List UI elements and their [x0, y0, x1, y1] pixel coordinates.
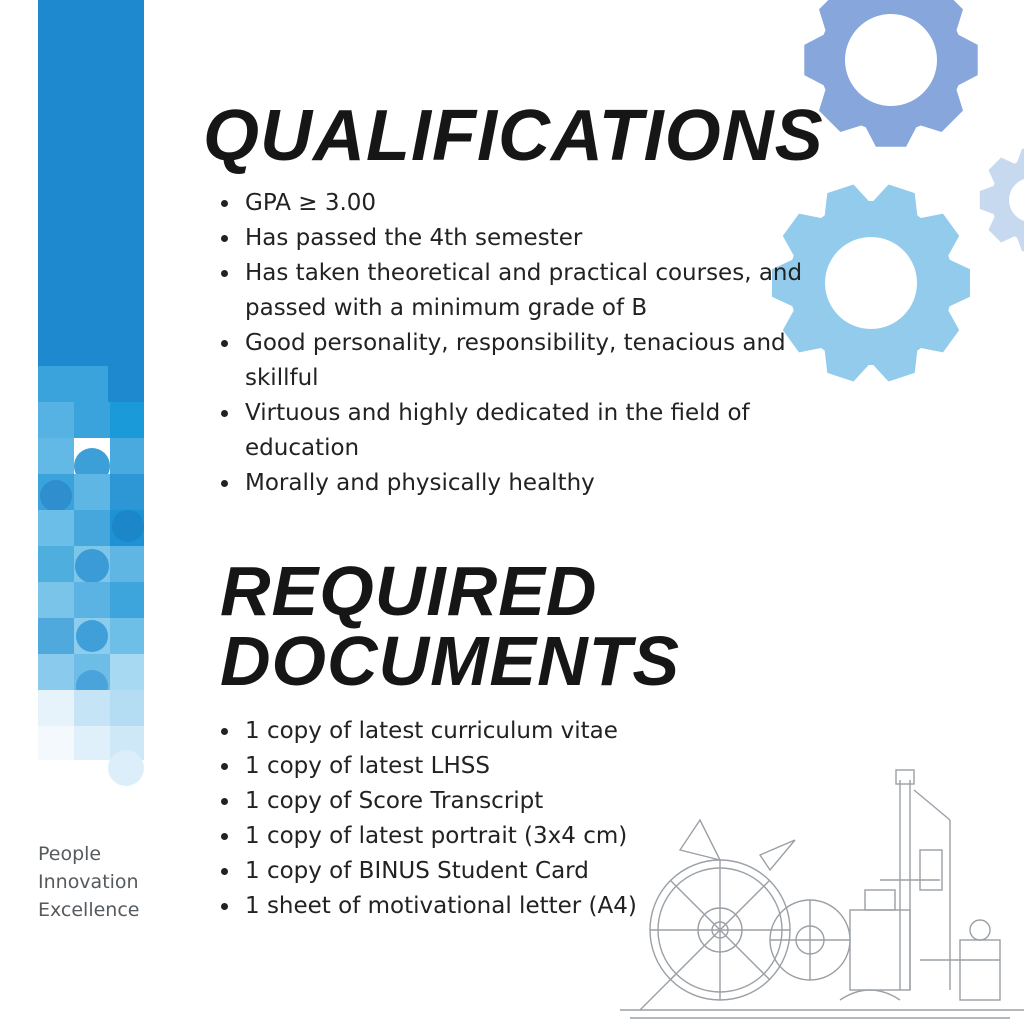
gear-icon [804, 0, 977, 147]
gear-hole [845, 14, 937, 106]
list-item: GPA ≥ 3.00 [245, 186, 805, 221]
tagline [38, 840, 139, 924]
qualifications-heading: QUALIFICATIONS [203, 96, 824, 176]
gear-hole [825, 237, 917, 329]
list-item: 1 copy of latest curriculum vitae [245, 714, 685, 749]
heading-line: REQUIRED [220, 552, 598, 630]
list-item: 1 copy of Score Transcript [245, 784, 685, 819]
list-item: 1 copy of latest portrait (3x4 cm) [245, 819, 685, 854]
tagline-line-people: People [38, 843, 102, 865]
tagline-line-excellence: Excellence [38, 899, 140, 921]
left-decorative-bar [38, 0, 144, 800]
list-item: Morally and physically healthy [245, 466, 805, 501]
machine-illustration [620, 760, 1024, 1024]
heading-line: DOCUMENTS [220, 622, 681, 700]
list-item: Good personality, responsibility, tenacious and skillful [245, 326, 805, 396]
list-item: 1 copy of BINUS Student Card [245, 854, 685, 889]
gear-icon [980, 149, 1024, 251]
list-item: 1 sheet of motivational letter (A4) [245, 889, 685, 924]
list-item: Has passed the 4th semester [245, 221, 805, 256]
required-documents-list [218, 714, 685, 924]
required-documents-heading [220, 552, 681, 700]
qualifications-list [218, 186, 805, 501]
blue-bar-solid [38, 0, 144, 402]
list-item: 1 copy of latest LHSS [245, 749, 685, 784]
tagline-line-innovation: Innovation [38, 871, 139, 893]
list-item: Has taken theoretical and practical courses, and passed with a minimum grade of B [245, 256, 805, 326]
blue-mosaic-pattern [38, 366, 144, 796]
list-item: Virtuous and highly dedicated in the field of education [245, 396, 805, 466]
